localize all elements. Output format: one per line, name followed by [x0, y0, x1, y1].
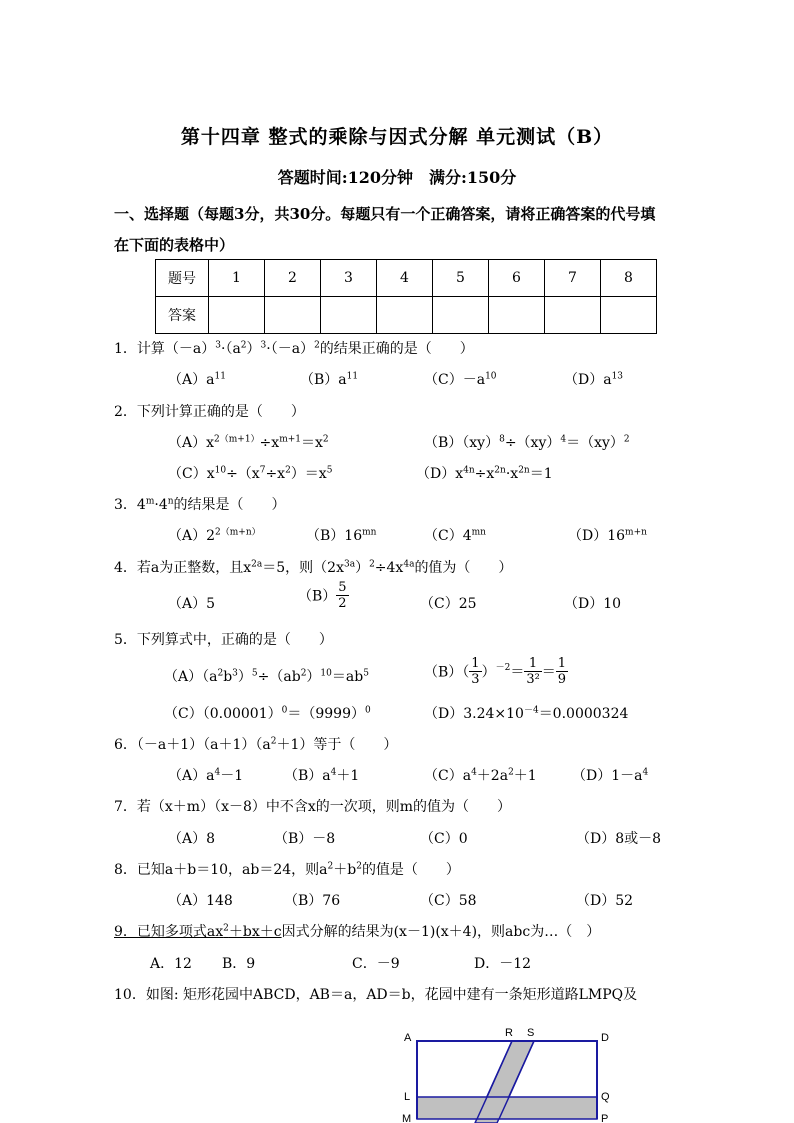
question-number: 6 — [489, 260, 545, 297]
label-q: Q — [601, 1091, 610, 1103]
question-3-stem: 3．$4^m\cdot 4^n$的结果是（ ） — [114, 496, 286, 513]
question-4-option-b: （B） $\frac{5}{2}$ — [298, 580, 347, 611]
question-number: 7 — [545, 260, 601, 297]
question-1-stem: 1．计算$(-a)^3\cdot(a^2)^3\cdot(-a)^2$的结果正确的是（ ） — [114, 340, 474, 357]
question-9-stem: 9．已知多项式$ax^2+bx+c$因式分解的结果为(x－1)(x＋4)，则abc为…（ ） — [114, 923, 601, 940]
section-heading-line2: 在下面的表格中） — [114, 236, 235, 254]
question-1-option-d: $(D)a^{13}$ — [564, 371, 624, 388]
question-6-option-c: $(C)a^4+2a^2+1$ — [424, 767, 537, 784]
question-number: 1 — [209, 260, 265, 297]
question-8-option-a: （A）148 — [168, 893, 233, 909]
question-9-option-d: D．－12 — [474, 956, 532, 972]
exam-info: 答题时间:120分钟 满分:150分 — [277, 168, 517, 187]
question-number: 2 — [265, 260, 321, 297]
label-s: S — [527, 1027, 535, 1039]
question-5-option-b: （B）（ $\frac{1}{3}$ ）$^{-2}$＝ $\frac{1}{\text{3²}}$ ＝ $\frac{1}{9}$ — [424, 656, 567, 687]
question-6-stem: 6．$(-a+1)(a+1)(a^2+1)$等于（ ） — [114, 736, 398, 753]
question-5-option-a: $(A)(a^2b^3)^5\div(ab^2)^{10}=ab^5$ — [164, 668, 369, 685]
question-7-option-b: （B）－8 — [274, 831, 336, 847]
question-3-option-b: $(B)16^{mn}$ — [306, 527, 377, 544]
question-3-option-c: $(C)4^{mn}$ — [424, 527, 486, 544]
answer-cell[interactable] — [265, 297, 321, 334]
label-m: M — [402, 1113, 412, 1123]
label-r: R — [505, 1027, 513, 1039]
label-d: D — [601, 1032, 609, 1044]
label-a: A — [404, 1032, 412, 1044]
question-2-option-d: $(D)x^{4n}\div x^{2n}\cdot x^{2n}=1$ — [416, 465, 553, 482]
garden-figure — [395, 1024, 625, 1123]
question-number: 5 — [433, 260, 489, 297]
question-1-option-c: $(C)-a^{10}$ — [424, 371, 497, 388]
question-9-option-c: C．－9 — [352, 956, 400, 972]
page-title: 第十四章 整式的乘除与因式分解 单元测试（B） — [180, 126, 614, 148]
answer-cell[interactable] — [433, 297, 489, 334]
answer-table — [155, 259, 657, 334]
answer-cell[interactable] — [489, 297, 545, 334]
answer-cell[interactable] — [377, 297, 433, 334]
question-4-stem: 4．若a为正整数，且$x^{2a}=5$，则$(2x^{3a})^2\div 4x^{4a}$的值为（ ） — [114, 559, 513, 576]
question-4-option-a: （A）5 — [168, 596, 216, 612]
question-2-option-b: （B）（xy）$^8$÷（xy）$^4$＝（xy）$^2$ — [424, 434, 630, 451]
number-row-label: 题号 — [156, 260, 209, 297]
question-4-option-c: （C）25 — [420, 596, 477, 612]
question-7-option-c: （C）0 — [420, 831, 468, 847]
question-7-stem: 7．若（x＋m）（x－8）中不含x的一次项，则m的值为（ ） — [114, 799, 512, 815]
question-7-option-d: （D）8或－8 — [576, 831, 662, 847]
label-l: L — [404, 1091, 411, 1103]
question-6-option-b: $(B)a^4+1$ — [284, 767, 360, 784]
question-5-stem: 5．下列算式中，正确的是（ ） — [114, 632, 333, 648]
question-8-option-d: （D）52 — [576, 893, 634, 909]
question-4-option-d: （D）10 — [564, 596, 622, 612]
question-10-stem: 10．如图: 矩形花园中ABCD，AB＝a，AD＝b，花园中建有一条矩形道路LMPQ及 — [114, 987, 638, 1003]
answer-cell[interactable] — [321, 297, 377, 334]
question-8-option-b: （B）76 — [284, 893, 341, 909]
question-number: 8 — [601, 260, 657, 297]
question-9-option-b: B．9 — [222, 956, 256, 972]
question-5-option-c: $(C)(0.00001)^0=(9999)^0$ — [164, 705, 371, 722]
question-3-option-a: $(A)2^{2(m+n)}$ — [168, 527, 261, 544]
answer-table-number-row — [156, 260, 657, 297]
answer-cell[interactable] — [209, 297, 265, 334]
question-3-option-d: $(D)16^{m+n}$ — [568, 527, 647, 544]
question-9-option-a: A．12 — [150, 956, 192, 972]
answer-cell[interactable] — [601, 297, 657, 334]
question-number: 4 — [377, 260, 433, 297]
label-p: P — [601, 1113, 609, 1123]
question-1-option-a: $(A)a^{11}$ — [168, 371, 226, 388]
question-8-stem: 8．已知a＋b＝10，ab＝24，则$a^2+b^2$的值是（ ） — [114, 861, 460, 878]
question-2-stem: 2．下列计算正确的是（ ） — [114, 404, 305, 420]
answer-cell[interactable] — [545, 297, 601, 334]
section-heading-line1: 一、选择题（每题3分，共30分。每题只有一个正确答案，请将正确答案的代号填 — [114, 205, 656, 223]
question-7-option-a: （A）8 — [168, 831, 216, 847]
question-2-option-a: $(A)x^{2(m+1)}\div x^{m+1}=x^2$ — [168, 434, 329, 451]
question-6-option-a: $(A)a^4-1$ — [168, 767, 244, 784]
question-6-option-d: $(D)1-a^4$ — [572, 767, 649, 784]
question-8-option-c: （C）58 — [420, 893, 477, 909]
question-number: 3 — [321, 260, 377, 297]
question-1-option-b: $(B)a^{11}$ — [300, 371, 359, 388]
question-5-option-d: $(D)3.24\times 10^{-4}=0.0000324$ — [424, 705, 629, 722]
answer-table-answer-row — [156, 297, 657, 334]
question-2-option-c: $(C)x^{10}\div(x^7\div x^2)=x^5$ — [168, 465, 333, 482]
answer-row-label: 答案 — [156, 297, 209, 334]
